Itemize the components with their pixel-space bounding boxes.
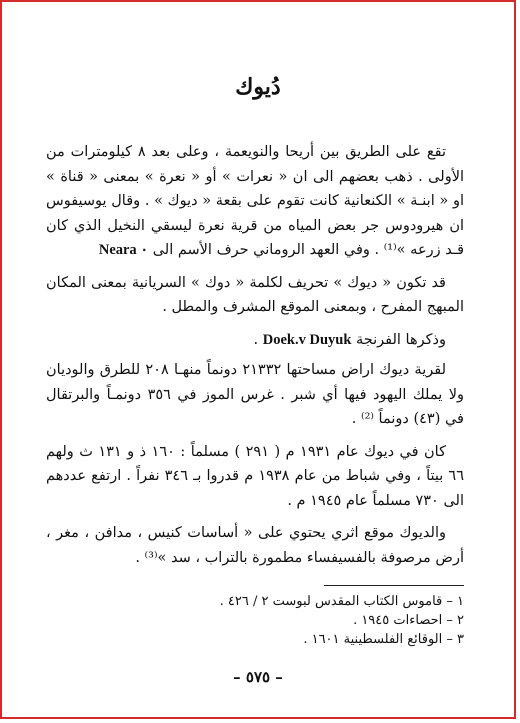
- paragraph-crusaders: وذكرها الفرنجة Doek.v Duyuk .: [253, 331, 446, 348]
- footnote-item: ١ – قاموس الكتاب المقدس لبوست ٢ / ٤٢٦ .: [219, 594, 464, 609]
- paragraph-population: كان في ديوك عام ١٩٣١ م ( ٢٩١ ) مسلماً : ١٦٠ ذ و ١٣١ ث ولهم ٦٦ بيتاً ، وفي شباط من عام ١٩٣٨ م قدروا بـ ٣٤٦ نفراً . ارتفع عددهم الى ٧٣٠ مسلماً عام ١٩٤٥ م .: [46, 443, 464, 509]
- page-title: دُيوك: [235, 74, 281, 100]
- page-number: – ٥٧٥ –: [233, 668, 283, 686]
- article-body: [46, 140, 464, 578]
- paragraph-archaeology: والديوك موقع اثري يحتوي على « أساسات كنيس ، مدافن ، مغر ، أرض مرصوفة بالفسيفساء مطمورة بالتراب ، سد »⁽³⁾ .: [46, 525, 464, 566]
- latin-term-neara: Neara ٠: [98, 242, 149, 258]
- footnotes-list: [62, 592, 464, 649]
- footnote-item: ٢ – احصاءات ١٩٤٥ .: [353, 613, 464, 628]
- paragraph-etymology: قد تكون « ديوك » تحريف لكلمة « دوك » السريانية بمعنى المكان المبهج المفرح ، وبمعنى الموقع المشرف والمطل .: [46, 274, 464, 315]
- latin-term-duyuk: Doek.v Duyuk: [262, 331, 352, 348]
- paragraph-location: تقع على الطريق بين أريحا والنويعمة ، وعلى بعد ٨ كيلومترات من الأولى . ذهب بعضهم الى ان « نعرات » أو « نعرة » بمعنى « قناة » او « ابنـة » الكنعانية كانت تقوم على بقعة « ديوك » . وقال يوسيفوس ان هيرودوس جر بعض المياه من قرية نعرة ليسقي النخيل الذي كان قـد زرعه »⁽¹⁾ . وفي العهد الروماني حرف الأسم الى Neara ٠: [46, 144, 464, 258]
- footnote-item: ٣ – الوقائع الفلسطينية ١٦٠١ .: [303, 632, 464, 647]
- paragraph-land: لقرية ديوك اراض مساحتها ٢١٣٣٢ دونماً منهـا ٢٠٨ للطرق والوديان ولا يملك اليهود فيها أي شبر . غرس الموز في ٣٥٦ دونمـاً والبرتقال في (٤٣) دونماً ⁽²⁾ .: [46, 362, 464, 427]
- footnote-divider: [324, 585, 464, 586]
